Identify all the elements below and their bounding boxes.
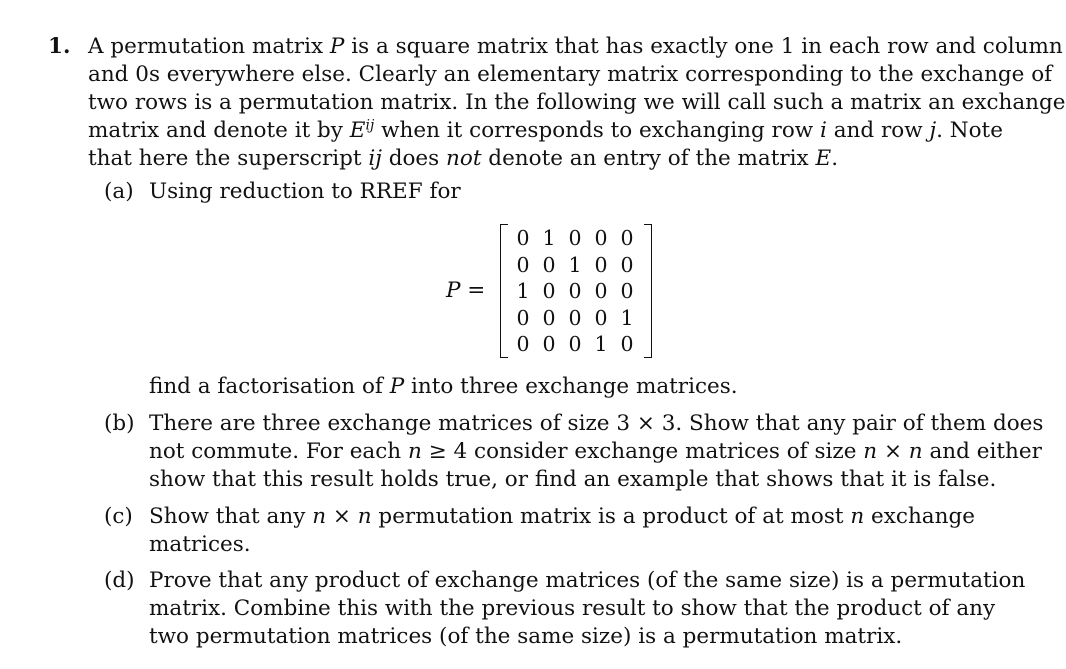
part-c-label: (c) bbox=[104, 504, 133, 529]
matrix-cell: 0 bbox=[568, 332, 582, 356]
matrix-cell: 0 bbox=[542, 305, 556, 330]
matrix-row bbox=[510, 331, 640, 358]
intro-line-4: matrix and denote it by $E^{ij}$ when it corresponds to exchanging row i and row j. Note bbox=[88, 117, 1003, 143]
matrix-cell: 0 bbox=[516, 305, 530, 330]
matrix-cell: 1 bbox=[594, 332, 608, 356]
intro-line-2: and 0s everywhere else. Clearly an elementary matrix corresponding to the exchange of bbox=[88, 62, 1053, 87]
matrix-row bbox=[510, 252, 640, 279]
part-d-line-1: Prove that any product of exchange matrices (of the same size) is a permutation bbox=[149, 568, 1026, 593]
matrix-cell: 0 bbox=[568, 279, 582, 303]
matrix-cell: 1 bbox=[620, 305, 634, 330]
matrix-label: P = bbox=[446, 278, 486, 303]
matrix-cell: 0 bbox=[542, 332, 556, 356]
matrix-cell: 0 bbox=[542, 252, 556, 277]
intro-line-5: that here the superscript ij does not denote an entry of the matrix E. bbox=[88, 146, 839, 171]
matrix-cell: 1 bbox=[516, 279, 530, 303]
matrix-cell: 0 bbox=[620, 252, 634, 277]
matrix-cell: 0 bbox=[620, 332, 634, 356]
matrix-cell: 0 bbox=[516, 332, 530, 356]
part-a-line-1: Using reduction to RREF for bbox=[149, 179, 461, 204]
matrix-right-bracket bbox=[644, 224, 652, 358]
matrix-cell: 0 bbox=[594, 305, 608, 330]
matrix-left-bracket bbox=[500, 224, 508, 358]
intro-line-3: two rows is a permutation matrix. In the following we will call such a matrix an exchange bbox=[88, 90, 1066, 115]
matrix-row bbox=[510, 225, 640, 252]
matrix-cell: 1 bbox=[542, 226, 556, 250]
matrix-cell: 0 bbox=[594, 279, 608, 303]
matrix-cell: 0 bbox=[542, 279, 556, 303]
part-b-line-1: There are three exchange matrices of size 3 × 3. Show that any pair of them does bbox=[149, 411, 1044, 436]
problem-number: 1. bbox=[48, 34, 71, 59]
matrix-cell: 1 bbox=[568, 252, 582, 277]
matrix-cell: 0 bbox=[568, 226, 582, 250]
matrix-cell: 0 bbox=[594, 252, 608, 277]
part-b-line-3: show that this result holds true, or find an example that shows that it is false. bbox=[149, 467, 997, 492]
part-c-line-1: Show that any n × n permutation matrix is a product of at most n exchange bbox=[149, 504, 975, 529]
matrix-cell: 0 bbox=[594, 226, 608, 250]
matrix-cell: 0 bbox=[620, 279, 634, 303]
matrix-cell: 0 bbox=[620, 226, 634, 250]
intro-line-1: A permutation matrix P is a square matrix that has exactly one 1 in each row and column bbox=[88, 34, 1063, 59]
part-c-line-2: matrices. bbox=[149, 532, 251, 557]
part-a-after: find a factorisation of P into three exchange matrices. bbox=[149, 374, 738, 399]
matrix-cell: 0 bbox=[568, 305, 582, 330]
matrix-row bbox=[510, 305, 640, 332]
matrix-cell: 0 bbox=[516, 252, 530, 277]
part-b-label: (b) bbox=[104, 411, 135, 436]
part-a-label: (a) bbox=[104, 179, 134, 204]
part-d-line-2: matrix. Combine this with the previous result to show that the product of any bbox=[149, 596, 996, 621]
part-d-line-3: two permutation matrices (of the same size) is a permutation matrix. bbox=[149, 624, 903, 649]
part-d-label: (d) bbox=[104, 568, 135, 593]
matrix-cell: 0 bbox=[516, 226, 530, 250]
part-b-line-2: not commute. For each n ≥ 4 consider exchange matrices of size n × n and either bbox=[149, 439, 1042, 464]
permutation-matrix bbox=[510, 225, 640, 358]
matrix-row bbox=[510, 278, 640, 305]
